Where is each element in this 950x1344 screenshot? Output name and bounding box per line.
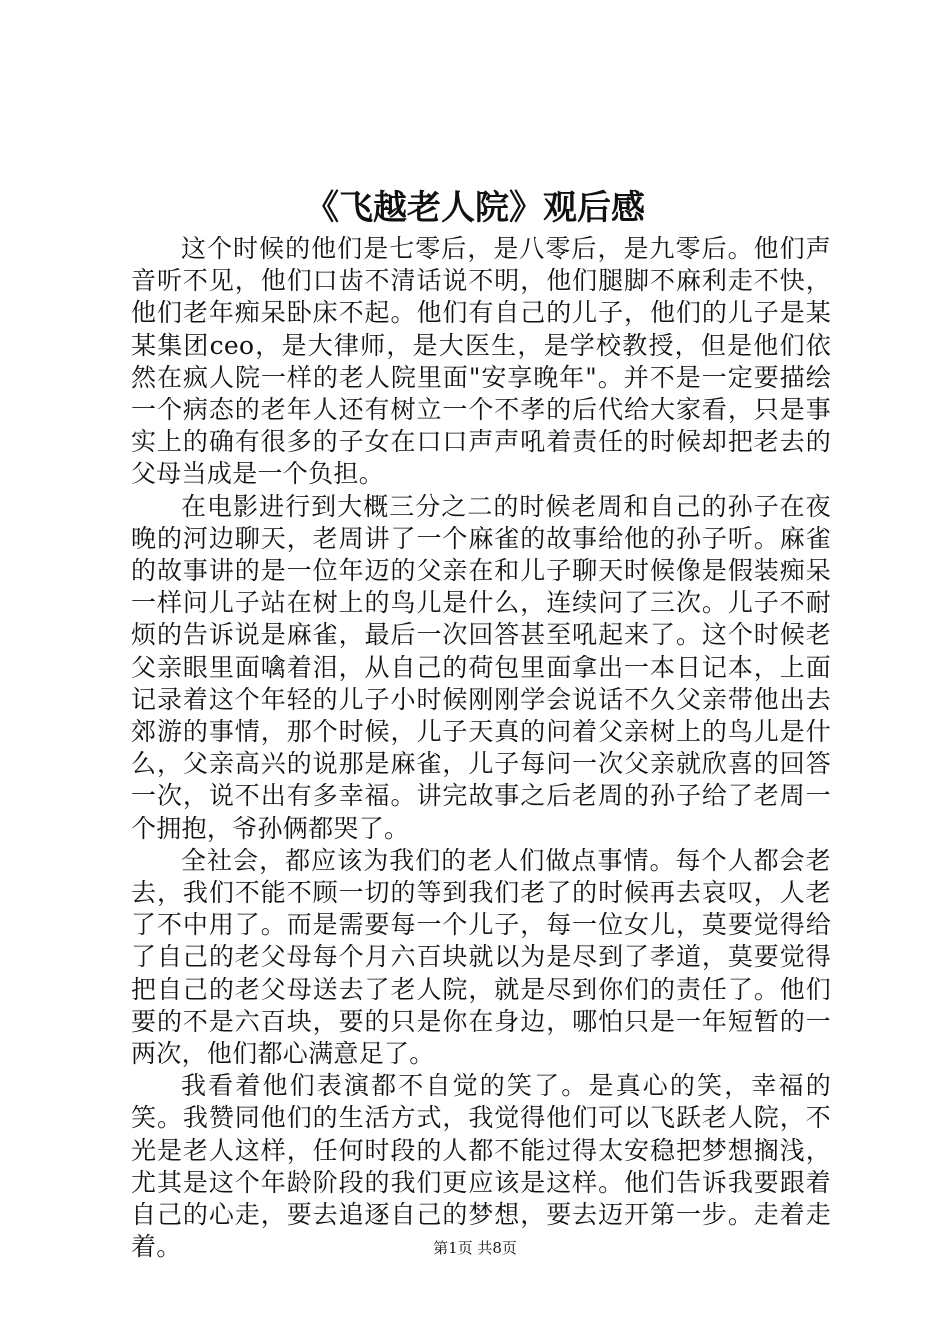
paragraph: 我看着他们表演都不自觉的笑了。是真心的笑，幸福的笑。我赞同他们的生活方式，我觉得他们可以飞跃老人院，不光是老人这样，任何时段的人都不能过得太安稳把梦想搁浅，尤其是这个年龄阶段的我们更应该是这样。他们告诉我要跟着自己的心走，要去追逐自己的梦想，要去迈开第一步。走着走着。	[131, 1071, 831, 1262]
paragraph: 全社会，都应该为我们的老人们做点事情。每个人都会老去，我们不能不顾一切的等到我们老了的时候再去哀叹，人老了不中用了。而是需要每一个儿子，每一位女儿，莫要觉得给了自己的老父母每个月六百块就以为是尽到了孝道，莫要觉得把自己的老父母送去了老人院，就是尽到你们的责任了。他们要的不是六百块，要的只是你在身边，哪怕只是一年短暂的一两次，他们都心满意足了。	[131, 845, 831, 1069]
document-title: 《飞越老人院》观后感	[305, 188, 645, 228]
paragraph: 这个时候的他们是七零后，是八零后，是九零后。他们声音听不见，他们口齿不清话说不明，他们腿脚不麻利走不快，他们老年痴呆卧床不起。他们有自己的儿子，他们的儿子是某某集团ceo，是大律师，是大医生，是学校教授，但是他们依然在疯人院一样的老人院里面"安享晚年"。并不是一定要描绘一个病态的老年人还有树立一个不孝的后代给大家看，只是事实上的确有很多的子女在口口声声吼着责任的时候却把老去的父母当成是一个负担。	[131, 234, 831, 489]
paragraph: 在电影进行到大概三分之二的时候老周和自己的孙子在夜晚的河边聊天，老周讲了一个麻雀的故事给他的孙子听。麻雀的故事讲的是一位年迈的父亲在和儿子聊天时候像是假装痴呆一样问儿子站在树上的鸟儿是什么，连续问了三次。儿子不耐烦的告诉说是麻雀，最后一次回答甚至吼起来了。这个时候老父亲眼里面噙着泪，从自己的荷包里面拿出一本日记本，上面记录着这个年轻的儿子小时候刚刚学会说话不久父亲带他出去郊游的事情，那个时候，儿子天真的问着父亲树上的鸟儿是什么，父亲高兴的说那是麻雀，儿子每问一次父亲就欣喜的回答一次，说不出有多幸福。讲完故事之后老周的孙子给了老周一个拥抱，爷孙俩都哭了。	[131, 491, 831, 843]
page-footer: 第1页 共8页	[433, 1239, 517, 1257]
document-body	[131, 233, 831, 1264]
